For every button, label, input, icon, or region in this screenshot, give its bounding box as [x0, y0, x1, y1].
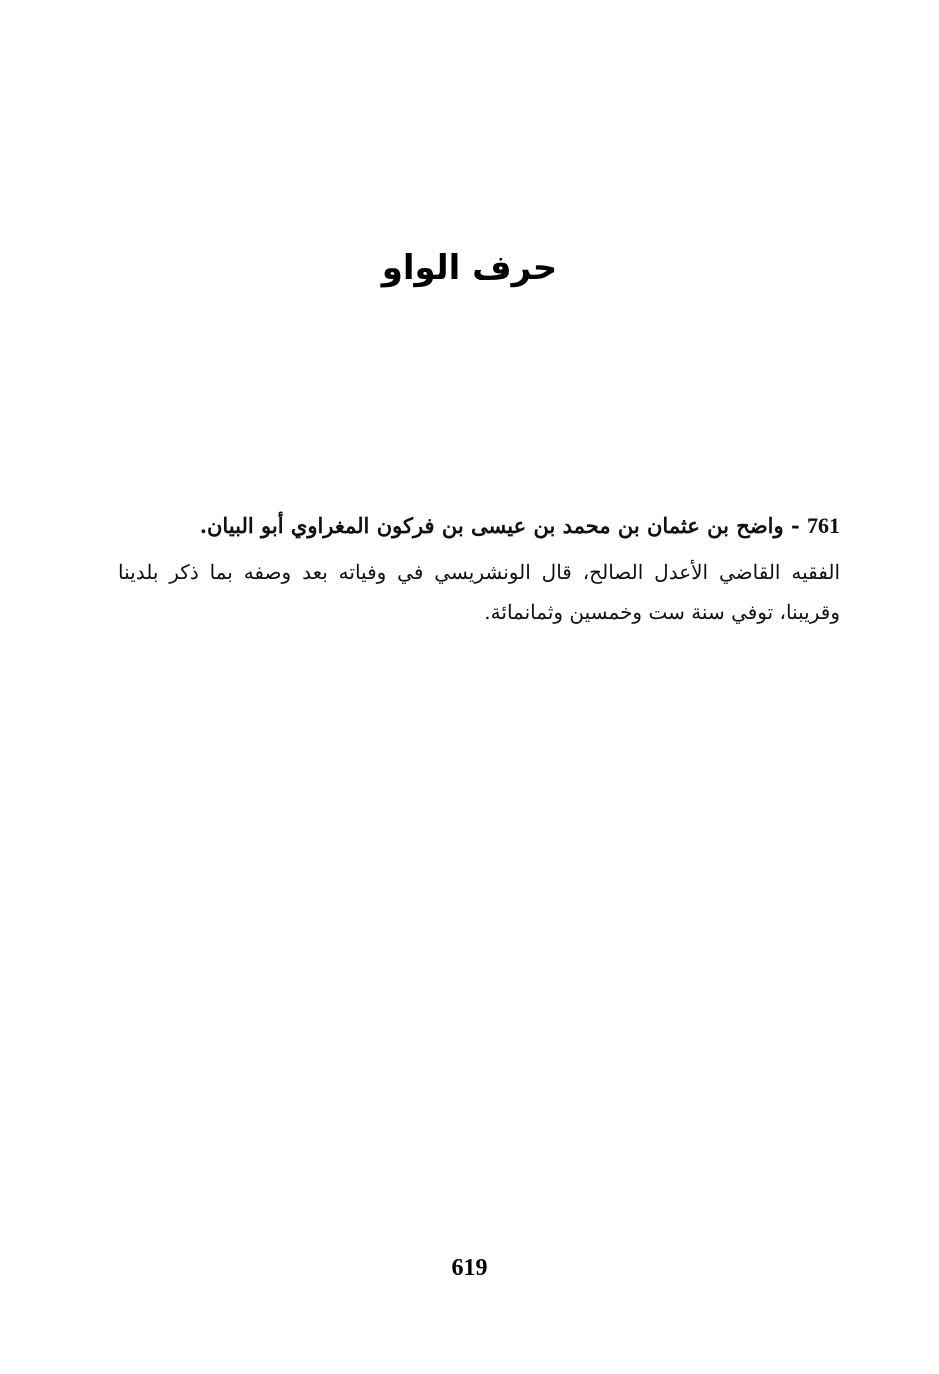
page-number: 619	[451, 1255, 488, 1281]
biography-entry	[118, 506, 840, 632]
chapter-title: حرف الواو	[381, 248, 558, 288]
entry-heading	[118, 506, 840, 546]
entry-body: الفقيه القاضي الأعدل الصالح، قال الونشريسي في وفياته بعد وصفه بما ذكر بلدينا وقريبنا، توفي سنة ست وخمسين وثمانمائة.	[118, 560, 840, 624]
entry-number: 761	[807, 513, 840, 538]
entry-heading-text: - واضح بن عثمان بن محمد بن عيسى بن فركون المغراوي أبو البيان.	[199, 513, 800, 538]
